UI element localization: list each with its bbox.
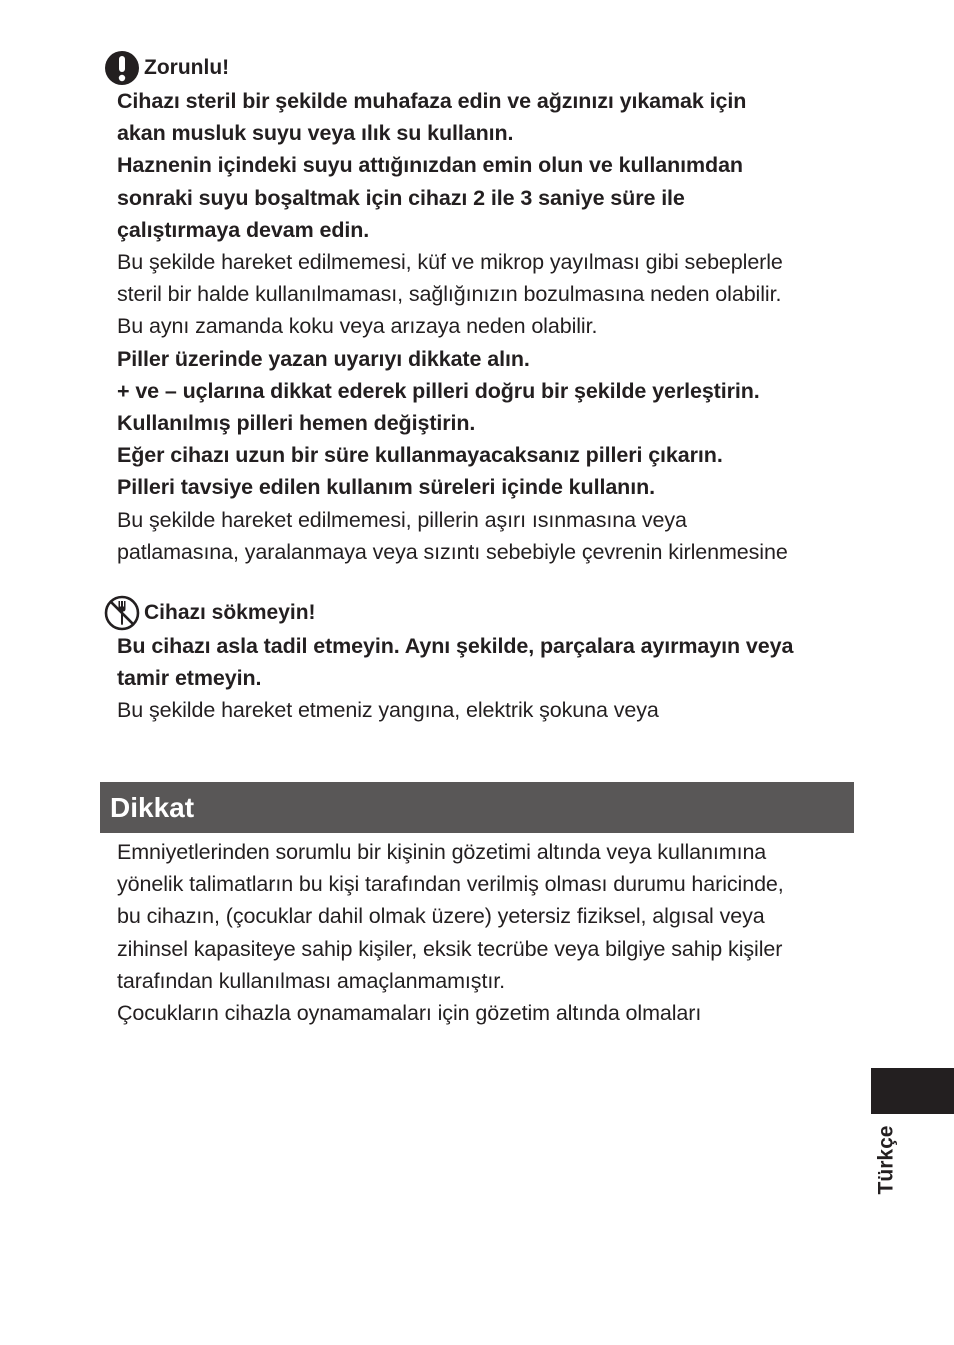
text-line: zihinsel kapasiteye sahip kişiler, eksik tecrübe veya bilgiye sahip kişiler [117, 936, 783, 961]
text-line: Eğer cihazı uzun bir süre kullanmayacaksanız pilleri çıkarın. [117, 443, 723, 468]
sokmeyin-text [117, 630, 864, 727]
text-line: Çocukların cihazla oynamamaları için gözetim altında olmaları [117, 1001, 702, 1026]
text-line: Bu şekilde hareket edilmemesi, küf ve mikrop yayılması gibi sebeplerle [117, 250, 783, 275]
text-line: tarafından kullanılması amaçlanmamıştır. [117, 968, 505, 993]
sokmeyin-title: Cihazı sökmeyin! [144, 601, 316, 624]
text-line: Bu şekilde hareket etmeniz yangına, elektrik şokuna veya [117, 698, 659, 723]
dikkat-section [104, 836, 864, 1029]
zorunlu-header [104, 51, 864, 85]
text-line: Cihazı steril bir şekilde muhafaza edin ve ağzınızı yıkamak için [117, 89, 747, 113]
text-line: steril bir halde kullanılmaması, sağlığınızın bozulmasına neden olabilir. [117, 282, 782, 307]
text-line: bu cihazın, (çocuklar dahil olmak üzere) yetersiz fiziksel, algısal veya [117, 904, 765, 929]
text-line: patlamasına, yaralanmaya veya sızıntı sebebiyle çevrenin kirlenmesine [117, 539, 788, 564]
text-line: yönelik talimatların bu kişi tarafından verilmiş olması durumu haricinde, [117, 872, 784, 897]
language-tab [871, 1068, 954, 1114]
sokmeyin-header [104, 596, 864, 630]
text-line: + ve – uçlarına dikkat ederek pilleri doğru bir şekilde yerleştirin. [117, 378, 760, 403]
sokmeyin-section [104, 596, 864, 727]
text-line: Kullanılmış pilleri hemen değiştirin. [117, 411, 476, 436]
language-text: Türkçe [874, 1125, 897, 1195]
text-line: Bu aynı zamanda koku veya arızaya neden olabilir. [117, 314, 598, 339]
language-label [871, 1120, 901, 1200]
text-line: tamir etmeyin. [117, 666, 262, 691]
text-line: akan musluk suyu veya ılık su kullanın. [117, 121, 514, 146]
text-line: Haznenin içindeki suyu attığınızdan emin olun ve kullanımdan [117, 153, 743, 178]
text-line: sonraki suyu boşaltmak için cihazı 2 ile 3 saniye süre ile [117, 185, 685, 210]
dikkat-text [117, 836, 864, 1029]
dikkat-heading: Dikkat [100, 782, 854, 833]
text-line: Bu şekilde hareket edilmemesi, pillerin aşırı ısınmasına veya [117, 507, 687, 532]
zorunlu-section [104, 51, 864, 568]
zorunlu-text [117, 85, 864, 568]
text-line: Pilleri tavsiye edilen kullanım süreleri içinde kullanın. [117, 475, 655, 500]
text-line: çalıştırmaya devam edin. [117, 217, 370, 242]
text-line: Bu cihazı asla tadil etmeyin. Aynı şekilde, parçalara ayırmayın veya [117, 634, 794, 658]
text-line: Piller üzerinde yazan uyarıyı dikkate alın. [117, 346, 530, 371]
exclamation-icon [104, 50, 140, 86]
text-line: Emniyetlerinden sorumlu bir kişinin gözetimi altında veya kullanımına [117, 840, 767, 864]
no-disassembly-icon [104, 595, 140, 631]
zorunlu-title: Zorunlu! [144, 56, 230, 79]
